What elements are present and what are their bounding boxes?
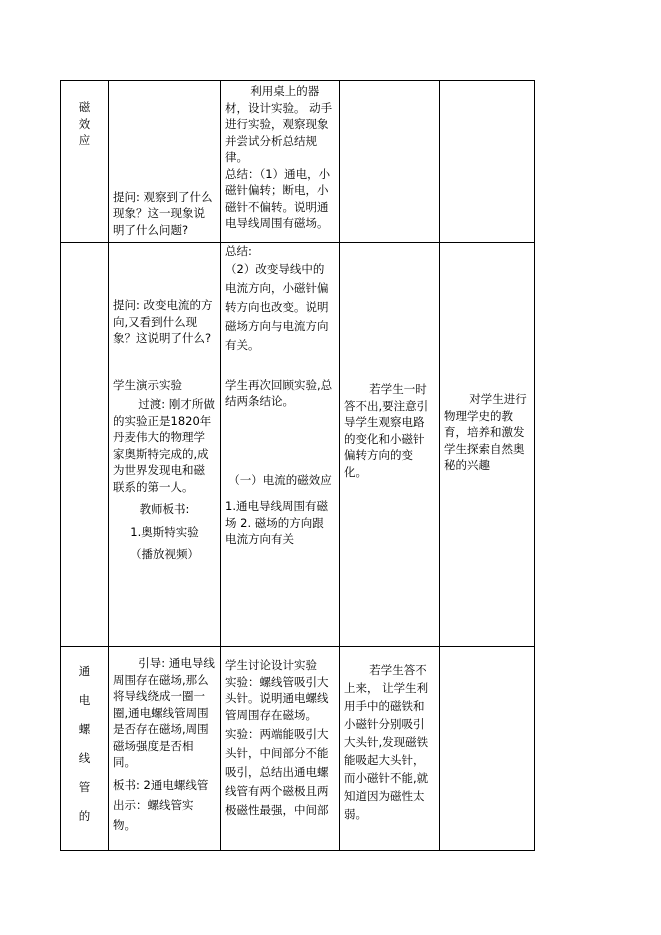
section-char: 线 [78,751,91,765]
purpose-cell [440,647,535,851]
board-item: 1.奥斯特实验 [130,524,199,539]
summary-label: 总结: [225,244,252,258]
discuss-text: 学生讨论设计实验 [225,658,317,672]
teaching-purpose: 对学生进行物理学史的教育，培养和激发学生探索自然奥秘的兴趣 [444,392,527,472]
student-summary: 总结：（1）通电，小磁针偏转；断电，小磁针不偏转。说明通电导线周围有磁场。 [225,166,331,230]
transition-text: 过渡: 刚才所做的实验正是1820年丹麦伟大的物理学家奥斯特完成的,成为世界发现电和磁联系的第一人。 [113,397,215,494]
section-char: 管 [78,780,91,794]
board-label: 教师板书: [139,502,190,516]
section-label-magnetic-effect [61,81,109,243]
student-activity-cell [221,647,340,851]
table-row [61,243,535,647]
teacher-note: 若学生一时答不出,要注意引导学生观察电路的变化和小磁针偏转方向的变化。 [344,382,429,479]
note-cell [340,647,440,851]
student-demo-label: 学生演示实验 [113,377,182,392]
section-char: 磁 [78,100,91,114]
purpose-cell [440,81,535,243]
teacher-activity-cell [109,81,221,243]
student-activity-cell [221,243,340,647]
summary-text: （2）改变导线中的电流方向，小磁针偏转方向也改变。说明磁场方向与电流方向有关。 [225,261,329,352]
section-char: 效 [78,116,91,131]
guide-text: 引导: 通电导线周围存在磁场,那么将导线绕成一圈一圈,通电螺线管周围是否存在磁场,周围磁场强度是否相同。 [113,656,215,769]
section-char: 通 [78,664,91,678]
purpose-cell [440,243,535,647]
experiment-2: 实验：两端能吸引大头针，中间部分不能吸引，总结出通电螺线管有两个磁极且两极磁性最强，中间部 [225,727,329,817]
note-cell [340,243,440,647]
conclusion-points: 1.通电导线周围有磁场 2. 磁场的方向跟电流方向有关 [225,499,328,546]
section-char: 电 [78,693,91,707]
teacher-activity-cell [109,243,221,647]
section-label-empty [61,243,109,647]
video-note: （播放视频） [130,547,199,561]
teacher-activity-cell [109,647,221,851]
lesson-plan-table [60,80,535,851]
teacher-note: 若学生答不上来， 让学生利用手中的磁铁和小磁针分别吸引大头针,发现磁铁能吸起大头针，而小磁针不能,就知道因为磁性太弱。 [344,663,429,821]
student-instruction: 利用桌上的器材，设计实验。 动手进行实验，观察现象并尝试分析总结规律。 [225,84,333,164]
student-activity-cell [221,81,340,243]
section-char: 螺 [78,722,91,736]
section-char: 的 [78,809,91,823]
board-text: 板书: 2通电螺线管 [113,777,209,792]
section-char: 应 [78,133,91,147]
table-row [61,81,535,243]
table-row [61,647,535,851]
experiment-1: 实验：螺线管吸引大头针。说明通电螺线管周围存在磁场。 [225,674,329,722]
redo-text: 学生再次回顾实验,总结两条结论。 [225,377,333,408]
section-label-solenoid [61,647,109,851]
teacher-question: 提问: 观察到了什么现象？这一现象说明了什么问题? [113,189,213,237]
show-text: 出示：螺线管实物。 [113,797,194,832]
teacher-question: 提问: 改变电流的方向,又看到什么现象？这说明了什么? [113,298,213,345]
note-cell [340,81,440,243]
section-heading: （一）电流的磁效应 [228,472,332,487]
